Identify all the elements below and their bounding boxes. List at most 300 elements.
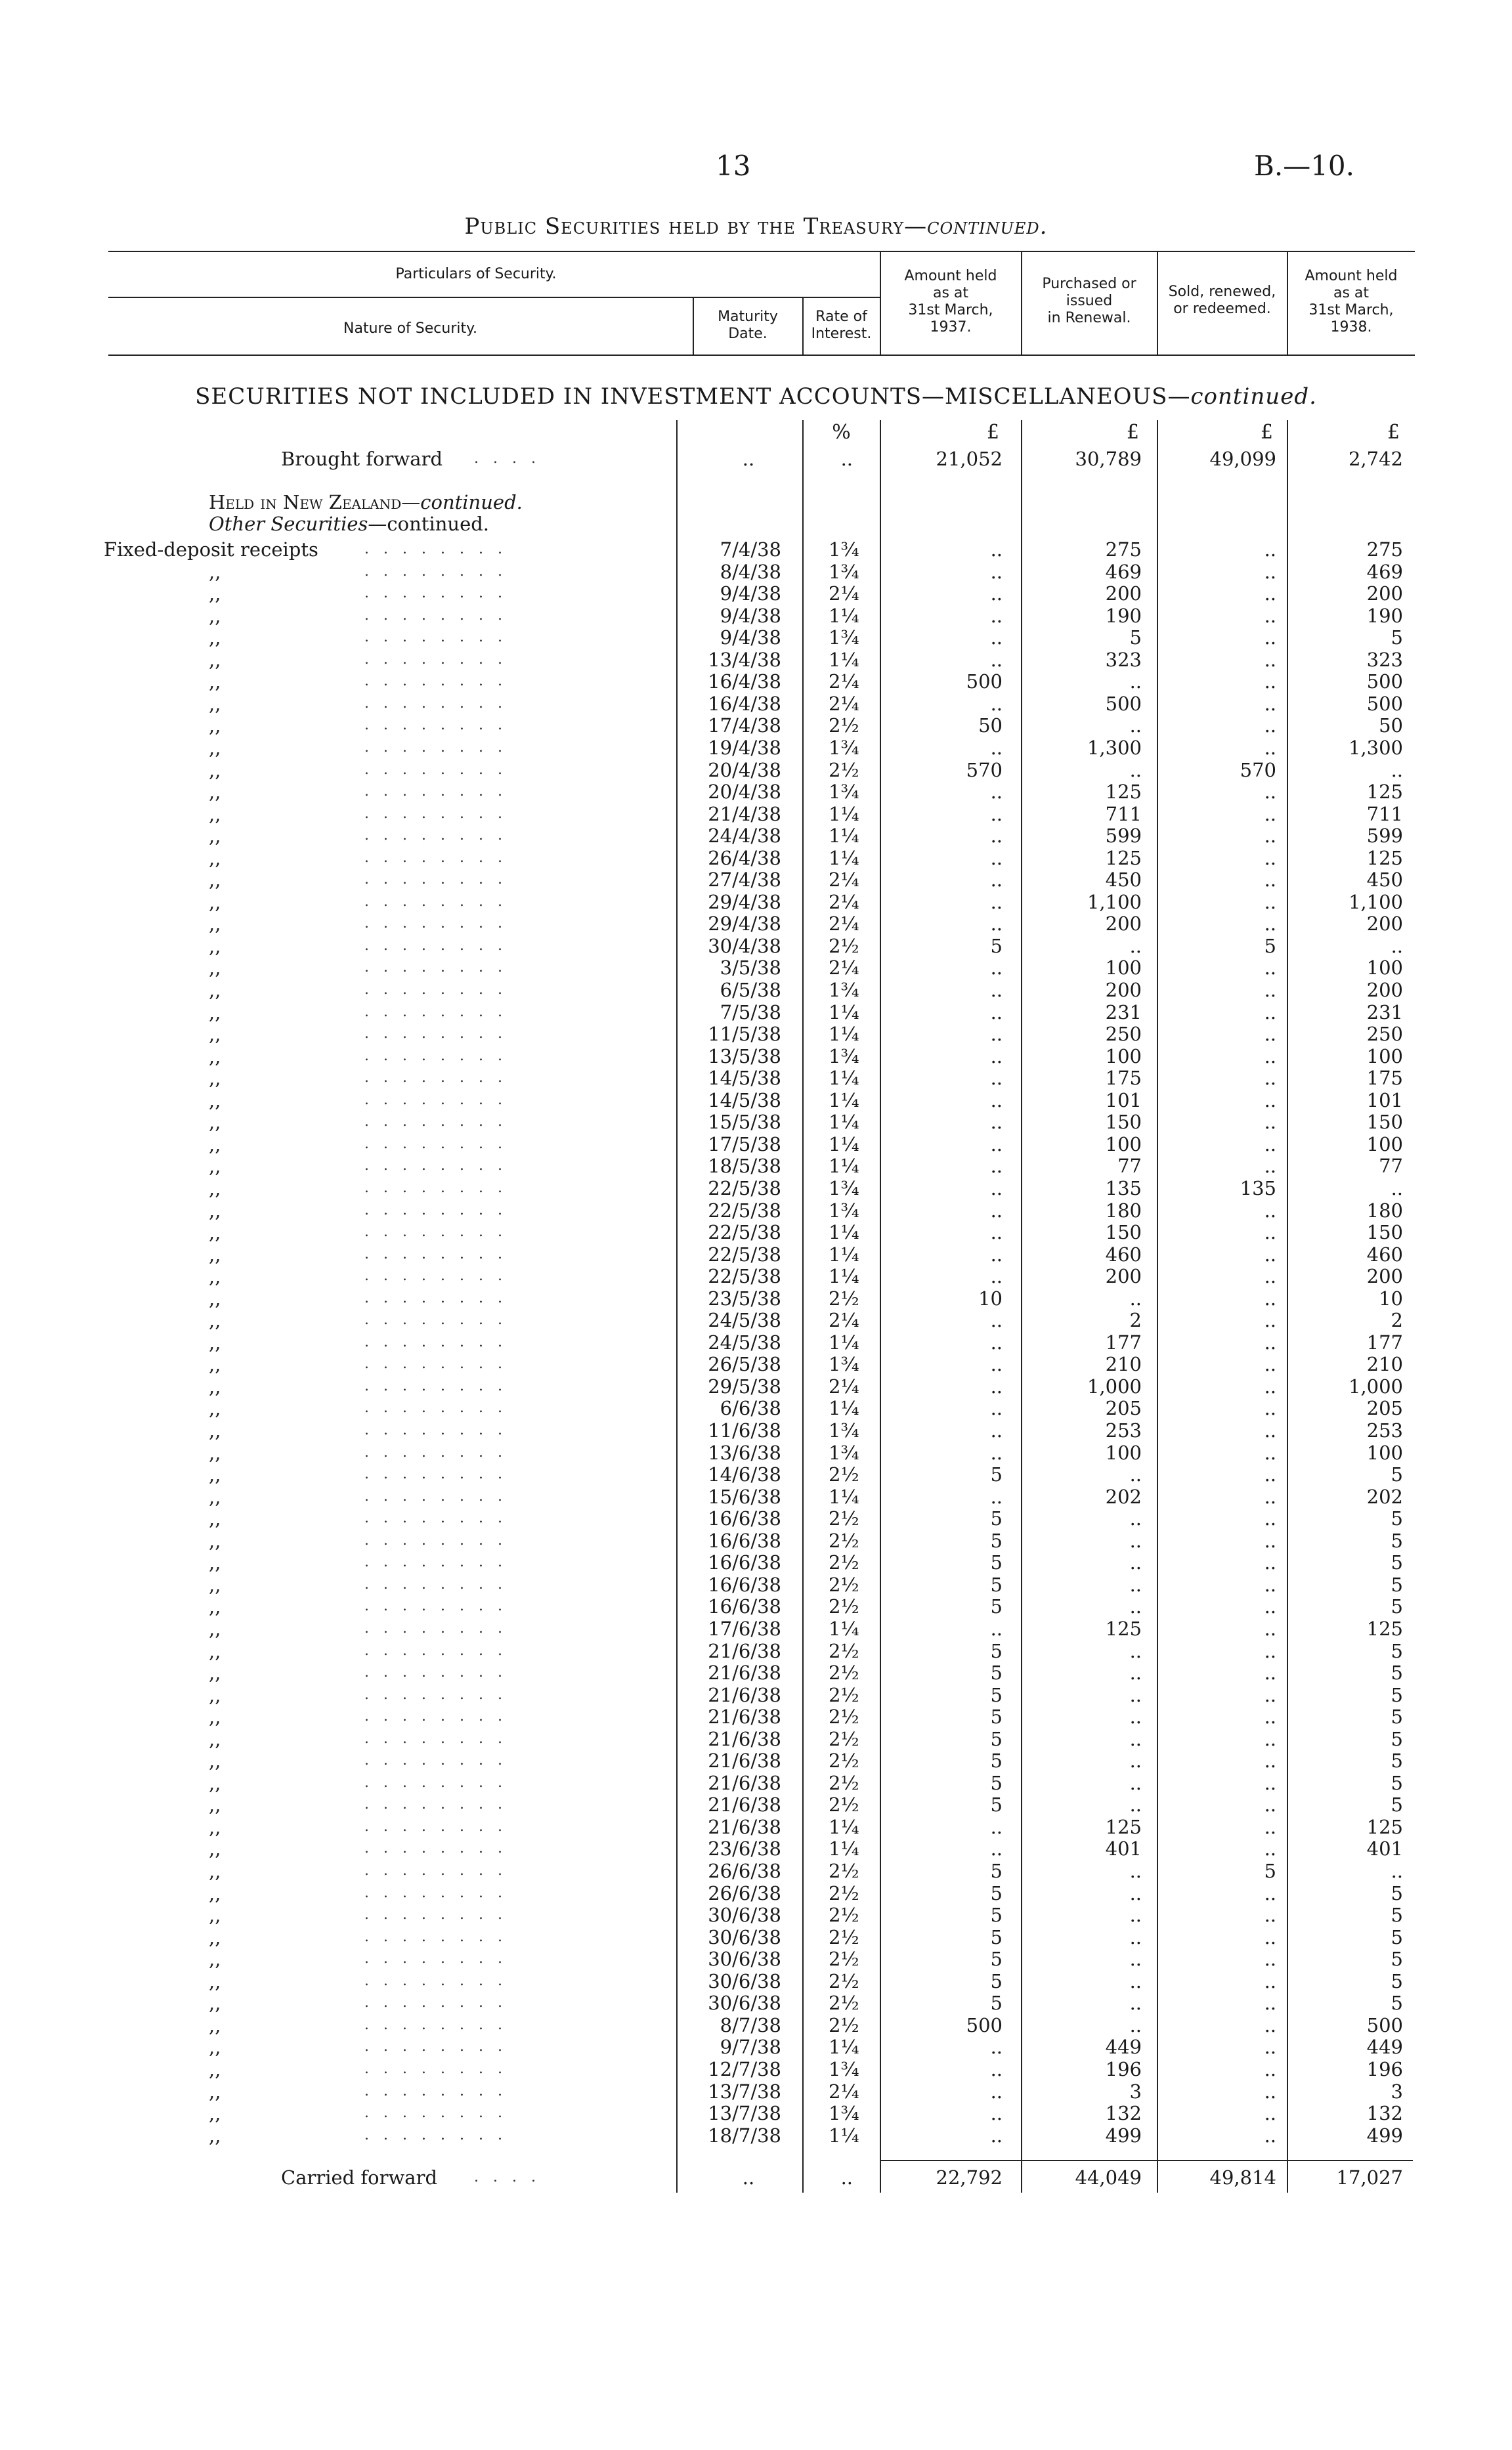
amount-held-1937: 5 bbox=[990, 1794, 1003, 1816]
sold-amount: .. bbox=[1264, 1199, 1276, 1222]
ditto-mark: ,, bbox=[209, 1199, 221, 1222]
table-row bbox=[0, 2102, 1512, 2124]
interest-rate: 1¼ bbox=[829, 649, 859, 671]
table-row bbox=[0, 825, 1512, 847]
sold-amount: .. bbox=[1264, 1067, 1276, 1089]
section-title-main: SECURITIES NOT INCLUDED IN INVESTMENT ACCOUNTS—MISCELLANEOUS— bbox=[195, 383, 1191, 410]
interest-rate: 2½ bbox=[829, 714, 859, 737]
purchased-amount: 499 bbox=[1105, 2124, 1142, 2147]
interest-rate: 2½ bbox=[829, 1662, 859, 1684]
interest-rate: 2½ bbox=[829, 1750, 859, 1772]
ditto-mark: ,, bbox=[209, 1111, 221, 1133]
interest-rate: 1¼ bbox=[829, 1331, 859, 1354]
maturity-date: 22/5/38 bbox=[708, 1177, 781, 1199]
ditto-mark: ,, bbox=[209, 714, 221, 737]
leader-dots: ........ bbox=[364, 849, 517, 866]
header-held-1938-line-1: Amount held bbox=[1305, 268, 1398, 284]
amount-held-1937: .. bbox=[990, 2058, 1003, 2080]
interest-rate: 1¼ bbox=[829, 847, 859, 869]
maturity-date: 26/4/38 bbox=[708, 847, 781, 869]
amount-held-1937: .. bbox=[990, 1353, 1003, 1375]
ditto-mark: ,, bbox=[209, 561, 221, 583]
interest-rate: 1¼ bbox=[829, 1133, 859, 1155]
ditto-mark: ,, bbox=[209, 1772, 221, 1794]
header-sold bbox=[1158, 284, 1286, 318]
purchased-amount: 135 bbox=[1105, 1177, 1142, 1199]
leader-dots: ........ bbox=[364, 1620, 517, 1637]
header-held-1937-line-1: Amount held bbox=[904, 268, 997, 284]
ditto-mark: ,, bbox=[209, 1486, 221, 1508]
table-row bbox=[0, 1243, 1512, 1266]
ditto-mark: ,, bbox=[209, 1595, 221, 1618]
table-row bbox=[0, 891, 1512, 913]
interest-rate: 1¼ bbox=[829, 803, 859, 825]
leader-dots: ........ bbox=[364, 1885, 517, 1901]
ditto-mark: ,, bbox=[209, 1001, 221, 1023]
amount-held-1938: 5 bbox=[1391, 1882, 1403, 1904]
maturity-date: 7/4/38 bbox=[720, 538, 781, 561]
sold-amount: .. bbox=[1264, 1287, 1276, 1310]
ditto-mark: ,, bbox=[209, 891, 221, 913]
amount-held-1938: 100 bbox=[1366, 956, 1403, 979]
ditto-mark: ,, bbox=[209, 1221, 221, 1243]
amount-held-1938: 202 bbox=[1366, 1486, 1403, 1508]
table-row bbox=[0, 1794, 1512, 1816]
maturity-date: 13/4/38 bbox=[708, 649, 781, 671]
sold-amount: .. bbox=[1264, 626, 1276, 649]
amount-held-1938: 10 bbox=[1379, 1287, 1403, 1310]
ditto-mark: ,, bbox=[209, 1442, 221, 1464]
table-row bbox=[0, 1486, 1512, 1508]
ditto-mark: ,, bbox=[209, 2102, 221, 2124]
maturity-date: 21/6/38 bbox=[708, 1794, 781, 1816]
maturity-date: 21/6/38 bbox=[708, 1706, 781, 1728]
maturity-date: 30/6/38 bbox=[708, 1926, 781, 1948]
leader-dots: ........ bbox=[364, 1180, 517, 1196]
amount-held-1937: 5 bbox=[990, 1904, 1003, 1926]
amount-held-1937: .. bbox=[990, 1045, 1003, 1067]
leader-dots: ........ bbox=[364, 1576, 517, 1593]
amount-held-1938: 210 bbox=[1366, 1353, 1403, 1375]
interest-rate: 1¼ bbox=[829, 1023, 859, 1045]
amount-held-1937: 5 bbox=[990, 1926, 1003, 1948]
amount-held-1937: .. bbox=[990, 1442, 1003, 1464]
interest-rate: 2¼ bbox=[829, 693, 859, 715]
interest-rate: 2½ bbox=[829, 1595, 859, 1618]
leader-dots: ........ bbox=[364, 1157, 517, 1174]
ditto-mark: ,, bbox=[209, 649, 221, 671]
purchased-amount: 100 bbox=[1105, 1133, 1142, 1155]
purchased-amount: 100 bbox=[1105, 956, 1142, 979]
leader-dots: ........ bbox=[364, 1378, 517, 1394]
maturity-date: 19/4/38 bbox=[708, 737, 781, 759]
interest-rate: 2½ bbox=[829, 1551, 859, 1574]
amount-held-1937: 5 bbox=[990, 1750, 1003, 1772]
purchased-amount: 125 bbox=[1105, 781, 1142, 803]
leader-dots: ........ bbox=[364, 871, 517, 888]
table-row bbox=[0, 1199, 1512, 1222]
amount-held-1938: 77 bbox=[1379, 1155, 1403, 1177]
amount-held-1937: 5 bbox=[990, 1507, 1003, 1530]
amount-held-1937: .. bbox=[990, 1486, 1003, 1508]
ditto-mark: ,, bbox=[209, 1530, 221, 1552]
amount-held-1938: 5 bbox=[1391, 1574, 1403, 1596]
table-row bbox=[0, 538, 1512, 561]
purchased-amount: .. bbox=[1129, 1904, 1142, 1926]
purchased-amount: 711 bbox=[1105, 803, 1142, 825]
amount-held-1938: 5 bbox=[1391, 1772, 1403, 1794]
interest-rate: 2½ bbox=[829, 935, 859, 957]
ditto-mark: ,, bbox=[209, 1045, 221, 1067]
purchased-amount: .. bbox=[1129, 1970, 1142, 1992]
table-row bbox=[0, 1926, 1512, 1948]
amount-held-1937: .. bbox=[990, 1397, 1003, 1419]
amount-held-1937: 5 bbox=[990, 1595, 1003, 1618]
amount-held-1938: 275 bbox=[1366, 538, 1403, 561]
interest-rate: 2¼ bbox=[829, 869, 859, 891]
leader-dots: ........ bbox=[364, 1488, 517, 1505]
ditto-mark: ,, bbox=[209, 2124, 221, 2147]
sold-amount: .. bbox=[1264, 1221, 1276, 1243]
ditto-mark: ,, bbox=[209, 605, 221, 627]
leader-dots: ........ bbox=[364, 585, 517, 601]
amount-held-1938: 500 bbox=[1366, 693, 1403, 715]
amount-held-1937: 5 bbox=[990, 1970, 1003, 1992]
sold-amount: .. bbox=[1264, 1772, 1276, 1794]
table-row bbox=[0, 1067, 1512, 1089]
amount-held-1937: 5 bbox=[990, 1992, 1003, 2014]
ditto-mark: ,, bbox=[209, 1574, 221, 1596]
amount-held-1938: 150 bbox=[1366, 1111, 1403, 1133]
interest-rate: 1¾ bbox=[829, 1199, 859, 1222]
interest-rate: 1¾ bbox=[829, 561, 859, 583]
interest-rate: 2½ bbox=[829, 1904, 859, 1926]
interest-rate: 1¾ bbox=[829, 2058, 859, 2080]
maturity-date: 16/6/38 bbox=[708, 1595, 781, 1618]
maturity-date: 11/5/38 bbox=[708, 1023, 781, 1045]
leader-dots: ........ bbox=[364, 1444, 517, 1461]
maturity-date: 21/6/38 bbox=[708, 1772, 781, 1794]
interest-rate: 2½ bbox=[829, 759, 859, 781]
table-row bbox=[0, 1618, 1512, 1640]
amount-held-1938: 5 bbox=[1391, 1530, 1403, 1552]
sold-amount: .. bbox=[1264, 1992, 1276, 2014]
table-row bbox=[0, 1177, 1512, 1199]
interest-rate: 2¼ bbox=[829, 2080, 859, 2103]
sold-amount: .. bbox=[1264, 1551, 1276, 1574]
amount-held-1938: 1,000 bbox=[1348, 1375, 1403, 1398]
table-row bbox=[0, 1860, 1512, 1882]
sold-amount: .. bbox=[1264, 538, 1276, 561]
leader-dots: ........ bbox=[364, 1906, 517, 1923]
purchased-amount: .. bbox=[1129, 1551, 1142, 1574]
table-row bbox=[0, 1595, 1512, 1618]
leader-dots: ........ bbox=[364, 1664, 517, 1681]
page-title bbox=[0, 213, 1512, 240]
leader-dots: ........ bbox=[364, 1113, 517, 1130]
interest-rate: 2½ bbox=[829, 1948, 859, 1970]
table-row bbox=[0, 803, 1512, 825]
leader-dots: ........ bbox=[364, 651, 517, 668]
table-row bbox=[0, 1970, 1512, 1992]
amount-held-1937: .. bbox=[990, 626, 1003, 649]
leader-dots: .... bbox=[474, 450, 550, 467]
interest-rate: 1¾ bbox=[829, 1442, 859, 1464]
ditto-mark: ,, bbox=[209, 1860, 221, 1882]
purchased-amount: 231 bbox=[1105, 1001, 1142, 1023]
purchased-amount: .. bbox=[1129, 935, 1142, 957]
interest-rate: 2½ bbox=[829, 1794, 859, 1816]
interest-rate: 1¼ bbox=[829, 1243, 859, 1266]
leader-dots: ........ bbox=[364, 1818, 517, 1835]
maturity-date: 12/7/38 bbox=[708, 2058, 781, 2080]
header-held-1938-line-4: 1938. bbox=[1330, 319, 1372, 335]
interest-rate: 2¼ bbox=[829, 1309, 859, 1331]
amount-held-1937: .. bbox=[990, 1243, 1003, 1266]
totals-rule bbox=[881, 2160, 1413, 2161]
amount-held-1938: 449 bbox=[1366, 2036, 1403, 2058]
page-number: 13 bbox=[716, 150, 751, 182]
amount-held-1937: 570 bbox=[966, 759, 1003, 781]
ditto-mark: ,, bbox=[209, 1750, 221, 1772]
sold-amount: .. bbox=[1264, 1486, 1276, 1508]
amount-held-1938: 5 bbox=[1391, 1750, 1403, 1772]
maturity-date: 16/4/38 bbox=[708, 693, 781, 715]
maturity-date: 14/5/38 bbox=[708, 1067, 781, 1089]
header-divider-maturity bbox=[693, 297, 694, 355]
ditto-mark: ,, bbox=[209, 1662, 221, 1684]
amount-held-1937: .. bbox=[990, 2080, 1003, 2103]
sold-amount: .. bbox=[1264, 2080, 1276, 2103]
ditto-mark: ,, bbox=[209, 1023, 221, 1045]
sold-amount: .. bbox=[1264, 1750, 1276, 1772]
amount-held-1937: 5 bbox=[990, 1662, 1003, 1684]
ditto-mark: ,, bbox=[209, 737, 221, 759]
ditto-mark: ,, bbox=[209, 1970, 221, 1992]
interest-rate: 2½ bbox=[829, 1882, 859, 1904]
amount-held-1937: .. bbox=[990, 582, 1003, 605]
sold-amount: .. bbox=[1264, 1948, 1276, 1970]
amount-held-1937: .. bbox=[990, 1155, 1003, 1177]
sold-amount: .. bbox=[1264, 1331, 1276, 1354]
ditto-mark: ,, bbox=[209, 1728, 221, 1750]
purchased-amount: .. bbox=[1129, 1794, 1142, 1816]
maturity-date: 16/6/38 bbox=[708, 1530, 781, 1552]
maturity-date: 14/5/38 bbox=[708, 1089, 781, 1111]
header-sold-line-2: or redeemed. bbox=[1173, 301, 1271, 317]
maturity-date: 24/5/38 bbox=[708, 1331, 781, 1354]
amount-held-1938: 253 bbox=[1366, 1419, 1403, 1442]
interest-rate: 2½ bbox=[829, 1706, 859, 1728]
purchased-amount: 401 bbox=[1105, 1838, 1142, 1860]
maturity-date: 15/5/38 bbox=[708, 1111, 781, 1133]
purchased-amount: .. bbox=[1129, 1992, 1142, 2014]
table-row bbox=[0, 2014, 1512, 2036]
sold-amount: .. bbox=[1264, 1904, 1276, 1926]
leader-dots: ........ bbox=[364, 1994, 517, 2011]
amount-held-1938: 125 bbox=[1366, 847, 1403, 869]
table-row bbox=[0, 781, 1512, 803]
amount-held-1937: .. bbox=[990, 847, 1003, 869]
maturity-date: 22/5/38 bbox=[708, 1199, 781, 1222]
amount-held-1937: .. bbox=[990, 1309, 1003, 1331]
header-sold-line-1: Sold, renewed, bbox=[1168, 284, 1276, 300]
table-row bbox=[0, 670, 1512, 693]
table-row bbox=[0, 1750, 1512, 1772]
maturity-date: 24/4/38 bbox=[708, 825, 781, 847]
sold-amount: .. bbox=[1264, 582, 1276, 605]
amount-held-1937: .. bbox=[990, 781, 1003, 803]
unit-rate: % bbox=[832, 421, 851, 444]
table-row bbox=[0, 1133, 1512, 1155]
sold-amount: 5 bbox=[1264, 935, 1276, 957]
maturity-date: 29/4/38 bbox=[708, 913, 781, 935]
ditto-mark: ,, bbox=[209, 935, 221, 957]
leader-dots: ........ bbox=[364, 783, 517, 800]
maturity-date: 26/6/38 bbox=[708, 1860, 781, 1882]
sold-amount: .. bbox=[1264, 1155, 1276, 1177]
maturity-date: 8/7/38 bbox=[720, 2014, 781, 2036]
table-row bbox=[0, 1001, 1512, 1023]
carried-forward-held-1938: 17,027 bbox=[1336, 2166, 1403, 2189]
leader-dots: ........ bbox=[364, 1510, 517, 1526]
sold-amount: .. bbox=[1264, 891, 1276, 913]
table-row bbox=[0, 1728, 1512, 1750]
interest-rate: 2¼ bbox=[829, 582, 859, 605]
interest-rate: 1¼ bbox=[829, 1397, 859, 1419]
first-row-label: Fixed-deposit receipts bbox=[104, 538, 318, 561]
purchased-amount: 500 bbox=[1105, 693, 1142, 715]
sold-amount: .. bbox=[1264, 1111, 1276, 1133]
sold-amount: .. bbox=[1264, 1375, 1276, 1398]
carried-forward-label: Carried forward bbox=[281, 2166, 438, 2189]
interest-rate: 2½ bbox=[829, 1728, 859, 1750]
interest-rate: 1¾ bbox=[829, 626, 859, 649]
sold-amount: .. bbox=[1264, 1926, 1276, 1948]
leader-dots: ........ bbox=[364, 541, 517, 557]
ditto-mark: ,, bbox=[209, 1353, 221, 1375]
interest-rate: 1¼ bbox=[829, 825, 859, 847]
amount-held-1938: 150 bbox=[1366, 1221, 1403, 1243]
sold-amount: .. bbox=[1264, 1816, 1276, 1838]
maturity-date: 30/6/38 bbox=[708, 1948, 781, 1970]
document-reference: B.—10. bbox=[1254, 150, 1355, 182]
amount-held-1938: 200 bbox=[1366, 979, 1403, 1001]
leader-dots: ........ bbox=[364, 629, 517, 645]
amount-held-1938: 200 bbox=[1366, 582, 1403, 605]
maturity-date: 14/6/38 bbox=[708, 1463, 781, 1486]
carried-forward-rate: .. bbox=[840, 2166, 853, 2189]
purchased-amount: 210 bbox=[1105, 1353, 1142, 1375]
table-row bbox=[0, 1265, 1512, 1287]
purchased-amount: 200 bbox=[1105, 913, 1142, 935]
header-held-1937-line-4: 1937. bbox=[930, 319, 972, 335]
ditto-mark: ,, bbox=[209, 1243, 221, 1266]
sold-amount: .. bbox=[1264, 825, 1276, 847]
sold-amount: .. bbox=[1264, 1001, 1276, 1023]
leader-dots: .... bbox=[474, 2169, 550, 2185]
sold-amount: .. bbox=[1264, 2124, 1276, 2147]
leader-dots: ........ bbox=[364, 1069, 517, 1086]
sold-amount: .. bbox=[1264, 737, 1276, 759]
amount-held-1937: 5 bbox=[990, 1706, 1003, 1728]
amount-held-1938: 5 bbox=[1391, 626, 1403, 649]
maturity-date: 22/5/38 bbox=[708, 1265, 781, 1287]
table-row bbox=[0, 935, 1512, 957]
header-rate bbox=[804, 309, 879, 343]
purchased-amount: 323 bbox=[1105, 649, 1142, 671]
interest-rate: 2½ bbox=[829, 1640, 859, 1662]
ditto-mark: ,, bbox=[209, 1177, 221, 1199]
leader-dots: ........ bbox=[364, 1268, 517, 1284]
table-row bbox=[0, 1155, 1512, 1177]
maturity-date: 3/5/38 bbox=[720, 956, 781, 979]
amount-held-1938: 5 bbox=[1391, 1794, 1403, 1816]
amount-held-1937: .. bbox=[990, 605, 1003, 627]
ditto-mark: ,, bbox=[209, 1838, 221, 1860]
purchased-amount: .. bbox=[1129, 1948, 1142, 1970]
leader-dots: ........ bbox=[364, 1774, 517, 1791]
leader-dots: ........ bbox=[364, 762, 517, 778]
leader-dots: ........ bbox=[364, 1136, 517, 1152]
ditto-mark: ,, bbox=[209, 1706, 221, 1728]
interest-rate: 1¾ bbox=[829, 2102, 859, 2124]
ditto-mark: ,, bbox=[209, 626, 221, 649]
group-heading-main: Held in New Zealand— bbox=[209, 491, 421, 513]
interest-rate: 1¼ bbox=[829, 1089, 859, 1111]
purchased-amount: .. bbox=[1129, 2014, 1142, 2036]
maturity-date: 9/4/38 bbox=[720, 605, 781, 627]
amount-held-1937: .. bbox=[990, 869, 1003, 891]
amount-held-1938: 5 bbox=[1391, 1662, 1403, 1684]
amount-held-1937: 5 bbox=[990, 1463, 1003, 1486]
amount-held-1938: 500 bbox=[1366, 670, 1403, 693]
amount-held-1937: 5 bbox=[990, 1860, 1003, 1882]
amount-held-1937: 5 bbox=[990, 1574, 1003, 1596]
ditto-mark: ,, bbox=[209, 1463, 221, 1486]
sold-amount: .. bbox=[1264, 1353, 1276, 1375]
purchased-amount: 100 bbox=[1105, 1442, 1142, 1464]
amount-held-1937: .. bbox=[990, 1089, 1003, 1111]
sold-amount: .. bbox=[1264, 1133, 1276, 1155]
amount-held-1937: 5 bbox=[990, 1640, 1003, 1662]
interest-rate: 1¼ bbox=[829, 2036, 859, 2058]
purchased-amount: 100 bbox=[1105, 1045, 1142, 1067]
sold-amount: .. bbox=[1264, 1045, 1276, 1067]
purchased-amount: 101 bbox=[1105, 1089, 1142, 1111]
sold-amount: .. bbox=[1264, 1442, 1276, 1464]
ditto-mark: ,, bbox=[209, 1882, 221, 1904]
maturity-date: 20/4/38 bbox=[708, 759, 781, 781]
header-purchased-line-3: in Renewal. bbox=[1047, 310, 1131, 326]
maturity-date: 17/5/38 bbox=[708, 1133, 781, 1155]
amount-held-1937: 500 bbox=[966, 670, 1003, 693]
ditto-mark: ,, bbox=[209, 2014, 221, 2036]
interest-rate: 1¼ bbox=[829, 2124, 859, 2147]
amount-held-1938: 205 bbox=[1366, 1397, 1403, 1419]
purchased-amount: 190 bbox=[1105, 605, 1142, 627]
maturity-date: 9/4/38 bbox=[720, 582, 781, 605]
unit-held-1938: £ bbox=[1387, 421, 1400, 444]
maturity-date: 13/7/38 bbox=[708, 2080, 781, 2103]
amount-held-1937: .. bbox=[990, 956, 1003, 979]
maturity-date: 18/5/38 bbox=[708, 1155, 781, 1177]
header-bottom-rule bbox=[108, 355, 1415, 356]
maturity-date: 24/5/38 bbox=[708, 1309, 781, 1331]
interest-rate: 1¾ bbox=[829, 781, 859, 803]
interest-rate: 2¼ bbox=[829, 913, 859, 935]
table-row bbox=[0, 869, 1512, 891]
